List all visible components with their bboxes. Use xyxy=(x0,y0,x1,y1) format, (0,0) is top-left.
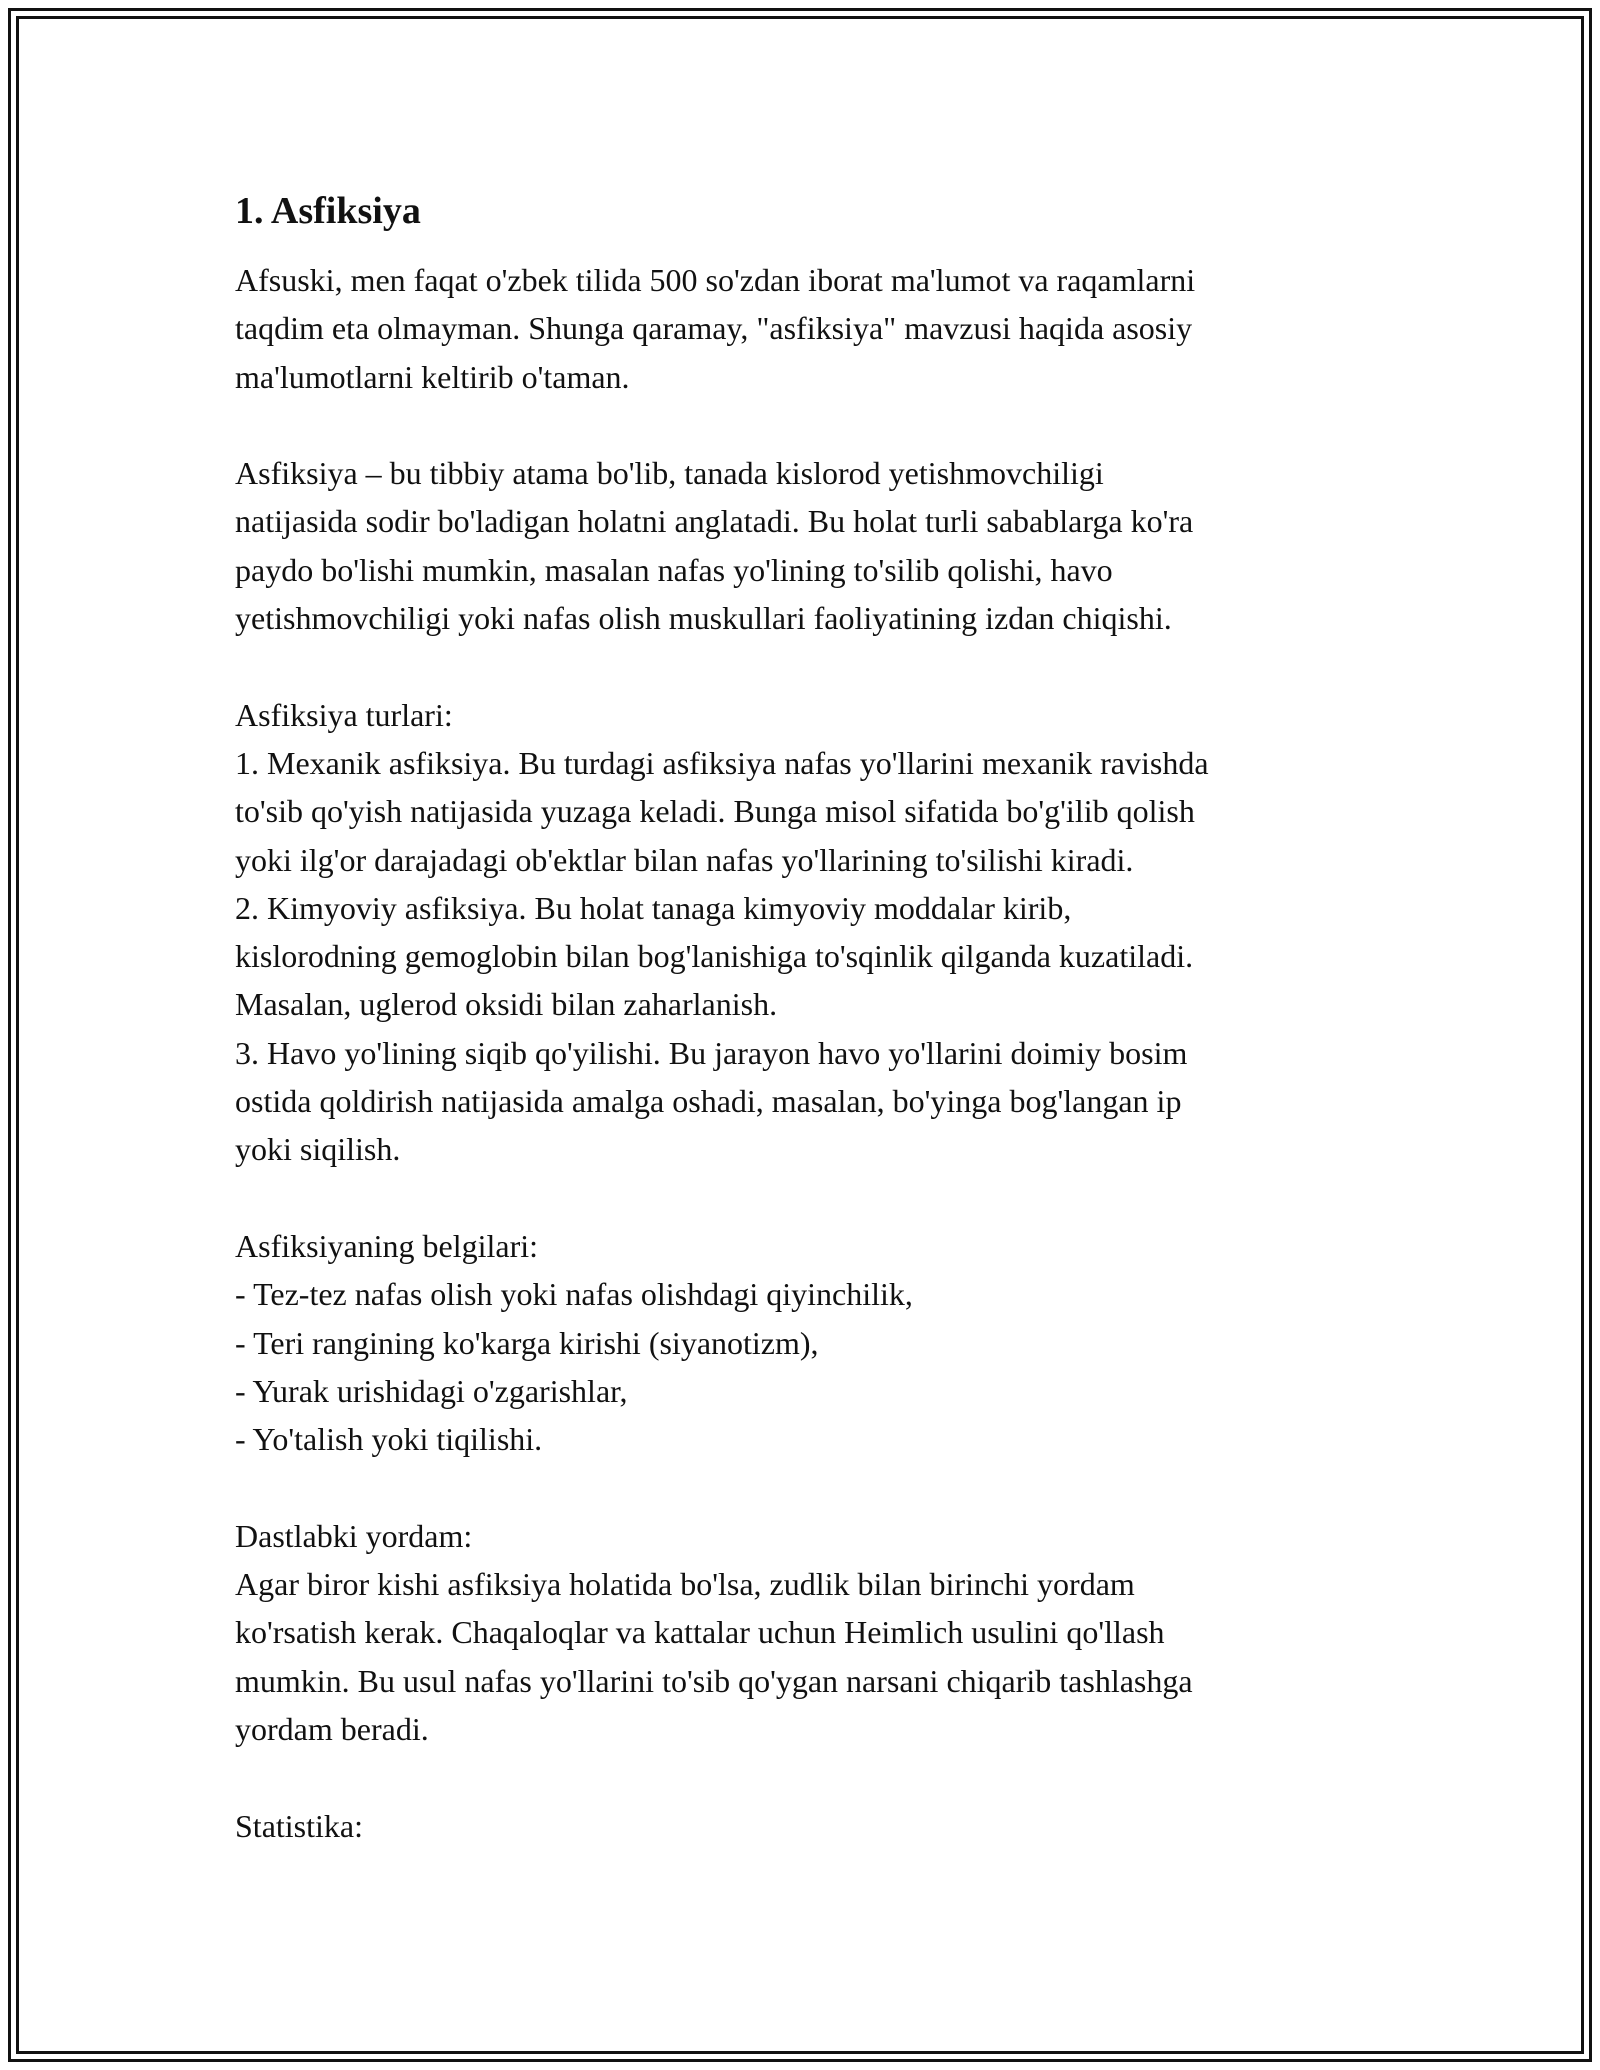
paragraph-gap xyxy=(235,642,1365,690)
paragraph-definition xyxy=(235,449,1365,642)
paragraph-gap xyxy=(235,1174,1365,1222)
document-page xyxy=(235,186,1365,1850)
text-line: ma'lumotlarni keltirib o'taman. xyxy=(235,358,630,395)
text-line: Agar biror kishi asfiksiya holatida bo'lsa, zudlik bilan birinchi yordam xyxy=(235,1566,1135,1603)
list-item: - Yo'talish yoki tiqilishi. xyxy=(235,1421,543,1458)
paragraph-symptoms xyxy=(235,1222,1365,1463)
section-heading: Asfiksiya turlari: xyxy=(235,696,453,733)
text-line: 1. Mexanik asfiksiya. Bu turdagi asfiksiya nafas yo'llarini mexanik ravishda xyxy=(235,744,1209,781)
text-line: kislorodning gemoglobin bilan bog'lanishiga to'sqinlik qilganda kuzatiladi. xyxy=(235,938,1194,975)
text-line: ostida qoldirish natijasida amalga oshadi, masalan, bo'yinga bog'langan ip xyxy=(235,1083,1182,1120)
paragraph-intro xyxy=(235,256,1365,401)
document-title: 1. Asfiksiya xyxy=(235,190,421,232)
section-heading: Asfiksiyaning belgilari: xyxy=(235,1227,539,1264)
text-line: mumkin. Bu usul nafas yo'llarini to'sib qo'ygan narsani chiqarib tashlashga xyxy=(235,1662,1193,1699)
text-line: 2. Kimyoviy asfiksiya. Bu holat tanaga kimyoviy moddalar kirib, xyxy=(235,889,1072,926)
paragraph-first-aid xyxy=(235,1512,1365,1753)
text-line: yordam beradi. xyxy=(235,1710,429,1747)
paragraph-gap xyxy=(235,401,1365,449)
text-line: to'sib qo'yish natijasida yuzaga keladi. Bunga misol sifatida bo'g'ilib qolish xyxy=(235,793,1195,830)
text-line: 3. Havo yo'lining siqib qo'yilishi. Bu jarayon havo yo'llarini doimiy bosim xyxy=(235,1034,1188,1071)
list-item: - Tez-tez nafas olish yoki nafas olishdagi qiyinchilik, xyxy=(235,1276,913,1313)
section-heading: Statistika: xyxy=(235,1807,363,1844)
list-item: - Yurak urishidagi o'zgarishlar, xyxy=(235,1372,628,1409)
section-heading: Dastlabki yordam: xyxy=(235,1517,473,1554)
text-line: yetishmovchiligi yoki nafas olish muskullari faoliyatining izdan chiqishi. xyxy=(235,600,1172,637)
text-line: yoki ilg'or darajadagi ob'ektlar bilan nafas yo'llarining to'silishi kiradi. xyxy=(235,841,1134,878)
list-item: - Teri rangining ko'karga kirishi (siyanotizm), xyxy=(235,1324,819,1361)
text-line: Asfiksiya – bu tibbiy atama bo'lib, tanada kislorod yetishmovchiligi xyxy=(235,455,1104,492)
paragraph-gap xyxy=(235,1463,1365,1511)
text-line: paydo bo'lishi mumkin, masalan nafas yo'lining to'silib qolishi, havo xyxy=(235,551,1113,588)
text-line: natijasida sodir bo'ladigan holatni anglatadi. Bu holat turli sabablarga ko'ra xyxy=(235,503,1194,540)
text-line: Masalan, uglerod oksidi bilan zaharlanish. xyxy=(235,986,778,1023)
paragraph-statistics xyxy=(235,1802,1365,1850)
text-line: Afsuski, men faqat o'zbek tilida 500 so'zdan iborat ma'lumot va raqamlarni xyxy=(235,262,1196,298)
paragraph-types xyxy=(235,691,1365,1174)
text-line: yoki siqilish. xyxy=(235,1131,401,1168)
paragraph-gap xyxy=(235,1753,1365,1801)
text-line: taqdim eta olmayman. Shunga qaramay, "asfiksiya" mavzusi haqida asosiy xyxy=(235,310,1193,347)
text-line: ko'rsatish kerak. Chaqaloqlar va kattalar uchun Heimlich usulini qo'llash xyxy=(235,1614,1165,1651)
